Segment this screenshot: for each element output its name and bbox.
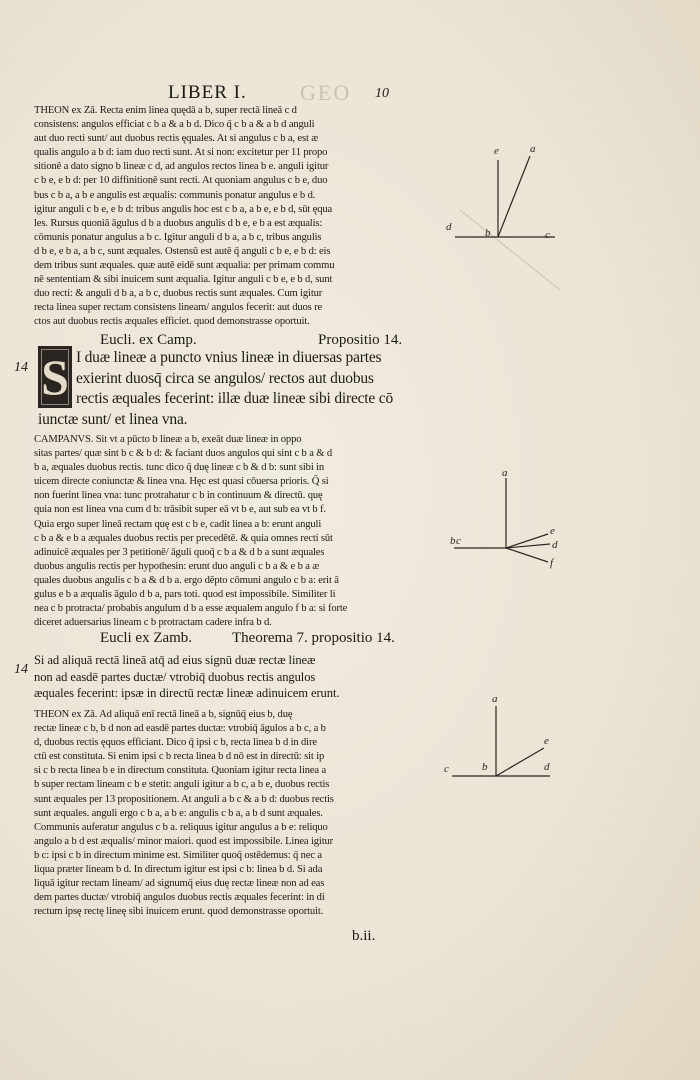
point-label: c [456,535,461,547]
text-line: CAMPANVS. Sit vt a pūcto b lineæ a b, exeāt duæ lineæ in oppo [34,434,302,445]
line-be [496,748,544,776]
point-label: b [485,227,491,239]
section-heading-left: Eucli ex Zamb. [100,630,193,646]
text-line: gulus e b a æqualis āgulo d b a, pars toti. quod est impossibile. Similiter li [34,589,336,601]
text-line: Quia ergo super lineā rectam quę est c b e, cadit linea a b: erunt anguli [34,518,322,530]
point-label: a [492,693,498,705]
text-line: bus c b a, a b e angulis est æqualis: communis ponatur angulus e b d. [34,189,316,201]
text-line: quia non est linea vna cum d b: trāsibit super eā vt b e, aut sub ea vt b f. [34,504,326,516]
text-line: igitur anguli c b e, e b d: tribus angulis hoc est c b a, a b e, e b d, sūt ęqua [34,203,333,215]
text-line: Si ad aliquā rectā lineā atq̄ ad eius signū duæ rectæ lineæ [34,653,316,667]
text-line: æquales fecerint: ipsæ in directū rectæ lineæ adinuicem erunt. [34,686,340,700]
point-label: d [552,539,558,551]
section-theon-zamb-proof [34,708,444,919]
proposition-statement [76,348,444,410]
point-label: b [482,761,488,773]
text-line: c b a & e b a æquales duobus rectis per precedētē. & quia omnes recti sūt [34,532,333,544]
text-line: rectis æquales fecerint: illæ duæ lineæ sibi directe cō [76,390,393,407]
text-line: iunctæ sunt/ et linea vna. [38,411,188,428]
text-line: dem tribus sunt æquales. quæ autē eidē sunt æqualia: per primam commu [34,260,335,272]
margin-number: 14 [14,360,28,375]
page-header-title: LIBER I. [168,82,247,103]
text-line: non fuerint linea vna: tunc protrahatur c b in continuum & directū. quę [34,490,323,502]
text-line: sunt æquales. anguli ergo c b a, a b e: angulis c b a, a b d sunt æquales. [34,807,323,819]
text-line: liquā igitur rectam lineam/ ad signumq̄ eius duę rectæ lineæ non ad eas [34,878,325,890]
text-line: b a, æquales duobus rectis. tunc dico q̄ duę lineæ c b & d b: sunt sibi in [34,462,325,474]
text-line: dem partes ductæ/ vtrobiq̄ angulos duobus rectis æquales fecerint: in di [34,892,325,904]
theorem-statement [34,652,444,702]
section-heading-left: Eucli. ex Camp. [100,332,197,348]
text-line: sunt æquales per 13 propositionem. At anguli a b c & a b d: duobus rectis [34,793,334,805]
text-line: THEON ex Zā. Recta enim linea quędā a b, super rectā lineā c d [34,105,297,116]
section-theon-proof [34,104,444,330]
text-line: les. Rursus quoniā āgulus d b a duobus angulis d b e, e b a est æqualis: [34,217,323,229]
figure-straight-line-proof [440,467,570,580]
text-line: quales duobus angulis c b a & d b a. ergo dēpto cōmuni angulo c b a: erit ā [34,574,339,586]
point-label: c [444,763,449,775]
point-label: d [446,221,452,233]
point-label: b [450,535,456,547]
line-bf [506,548,548,562]
text-line: ctos aut duobus rectis æquales efficiet. quod demonstrasse oportuit. [34,316,310,328]
text-line: sitas partes/ quæ sint b c & b d: & faciant duos angulos qui sint c b a & d [34,448,332,460]
text-line: aut duo recti sunt/ aut duobus rectis ęquales. At si angulus c b a, est æ [34,133,319,145]
text-line: I duæ lineæ a puncto vnius lineæ in diuersas partes [76,349,382,366]
text-line: diceret aduersarius lineam c b protractam cadere infra b d. [34,617,272,629]
text-line: qualis angulo a b d: iam duo recti sunt. At si non: excitetur per 11 propo [34,147,328,159]
point-label: e [544,735,549,747]
section-heading-right: Propositio 14. [318,332,403,348]
bleed-through-line [460,210,560,290]
point-label: e [494,145,499,157]
text-line: d, duobus rectis ęquos efficiant. Dico q̄ ipsi c b, recta linea b d in dire [34,737,317,749]
text-line: b c: ipsi c b in directum minime est. Similiter quoq̄ ostēdemus: q̄ nec a [34,849,322,861]
point-label: e [550,525,555,537]
text-line: ctū est constituta. Si enim ipsi c b recta linea b d nō est in directū: sit ip [34,751,325,763]
section-campanus-proof [34,433,444,630]
point-label: f [550,557,554,569]
figure-right-angle-proof [440,140,570,250]
folio-number: 10 [375,86,389,101]
point-label: d [544,761,550,773]
margin-number: 14 [14,662,28,677]
bleed-through-text: GEO [300,80,352,105]
text-line: duo recti: & anguli d b a, a b c, duobus rectis sunt æquales. Cum igitur [34,288,323,300]
text-line: exierint duosq̄ circa se angulos/ rectos aut duobus [76,369,374,387]
text-line: Communis auferatur angulus c b a. reliquus igitur angulus a b e: reliquo [34,821,328,833]
text-line: uicem directe coniunctæ & linea vna. Hęc est quasi cōuersa prioris. Q̄ si [34,476,329,488]
text-line: adinuicē æquales per 3 petitionē/ āguli quoq̄ c b a & d b a sunt æquales [34,546,325,558]
text-line: sitionē a dato signo b lineæ c d, ad angulos rectos linea b e. anguli igitur [34,161,329,173]
point-label: a [530,143,536,155]
decorated-initial: S [38,346,72,408]
text-line: si c b recta linea b e in directum constituta. Quoniam igitur recta linea a [34,765,327,777]
figure-theorem-proof [440,690,570,790]
point-label: a [502,467,508,479]
text-line: cōmunis ponatur angulus a b c. Igitur anguli d b a, a b c, tribus angulis [34,231,322,243]
text-line: rectæ lineæ c b, b d non ad easdē partes ductæ: vtrobiq̄ āgulos a b c, a b [34,723,326,735]
text-line: c b e, e b d: per 10 diffinitionē sunt recti. At quoniam angulus c b e, duo [34,175,328,187]
text-line: rectum ipsę rectę lineę sibi inuicem erunt. quod demonstrasse oportuit. [34,906,324,918]
text-line: duobus angulis rectis per hypothesin: erunt duo anguli c b a & e b a æ [34,560,320,572]
text-line: angulo a b d est æqualis/ minor maiori. quod est impossibile. Linea igitur [34,835,334,847]
text-line: b super rectam lineam c b e stetit: anguli igitur a b c, a b e, duobus rectis [34,779,330,791]
proposition-statement-end [38,410,438,431]
line-ba [498,156,530,237]
signature-mark: b.ii. [352,928,376,944]
text-line: nea c b protracta/ probabis angulum d b a esse æqualem angulo f b a: si forte [34,603,348,615]
text-line: d b e, e b a, a b c, sunt æquales. Ostensū est autē q̄ anguli c b e, e b d: eis [34,245,331,257]
point-label: c [545,229,550,241]
text-line: liqua præter lineam b d. In directum igitur est ipsi c b: linea b d. Si ada [34,864,323,876]
text-line: nē sententiam & sibi inuicem sunt æqualia. Igitur anguli c b e, e b d, sunt [34,274,333,286]
text-line: THEON ex Zā. Ad aliquā enī rectā lineā a b, signūq̄ eius b, duę [34,709,293,720]
text-line: non ad easdē partes ductæ/ vtrobiq̄ duobus rectis angulos [34,669,316,684]
section-heading-right: Theorema 7. propositio 14. [232,630,395,646]
text-line: consistens: angulos efficiat c b a & a b d. Dico q̄ c b a & a b d anguli [34,119,315,131]
text-line: recta linea super rectam consistens lineam/ angulos fecerit: aut duos re [34,302,323,314]
